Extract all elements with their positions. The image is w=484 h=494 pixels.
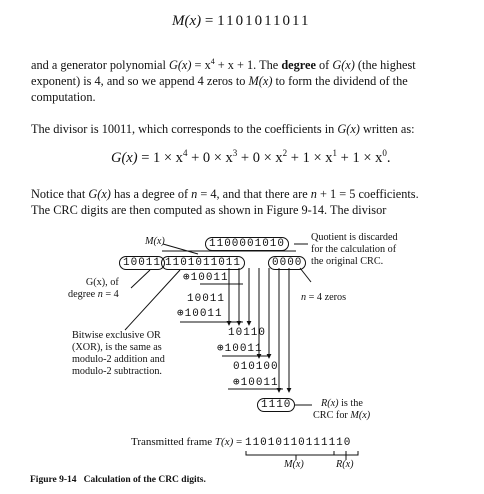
- exponent: 0: [382, 148, 387, 158]
- frame-message-bits: 1101011011: [244, 437, 321, 449]
- mx-label: M(x): [145, 236, 165, 247]
- text-run: The divisor is 10011, which corresponds to the coefficients in: [31, 122, 338, 136]
- dividend-box: 1101011011: [161, 256, 245, 270]
- gx-symbol: G(x): [332, 58, 355, 73]
- note-line: the original CRC.: [311, 256, 384, 267]
- note-line: for the calculation of: [311, 244, 397, 255]
- text-run: of: [315, 58, 333, 73]
- zeros-pointer-line: [300, 268, 311, 282]
- note-line: [68, 289, 119, 301]
- text-run: degree: [68, 289, 98, 300]
- remainder-step-2: 10110: [228, 327, 267, 339]
- caption-text: Calculation of the CRC digits.: [83, 475, 206, 485]
- n-symbol: n: [191, 187, 198, 201]
- gx-pointer-line: [131, 270, 150, 288]
- remainder-step-1: 10011: [187, 293, 226, 305]
- note-line: Quotient is discarded: [311, 232, 398, 243]
- text-run: written as:: [359, 122, 415, 136]
- xor-note: [72, 330, 165, 378]
- gx-symbol: G(x): [111, 149, 138, 166]
- quotient-box: 1100001010: [205, 237, 289, 251]
- text-run: G(x), of: [85, 277, 119, 288]
- note-line: Bitwise exclusive OR: [72, 330, 161, 341]
- mx-underbrace: [246, 451, 346, 455]
- xor-step-1: ⊕10011: [183, 272, 229, 284]
- figure-caption: [30, 475, 206, 485]
- text-run: exponent) is 4, and so we append 4 zeros to: [31, 74, 249, 89]
- rx-symbol: R(x): [321, 398, 339, 409]
- equals-sign: =: [233, 436, 245, 448]
- frame-mx-label: M(x): [284, 459, 304, 470]
- text-run: (the highest: [354, 58, 416, 73]
- exponent: 1: [332, 148, 338, 158]
- paragraph-line: computation.: [31, 90, 96, 105]
- mx-symbol: M(x): [248, 74, 273, 89]
- xor-step-2: ⊕10011: [177, 308, 223, 320]
- text-run: = 4, and that there are: [197, 187, 311, 201]
- n-symbol: n: [301, 292, 307, 303]
- xor-step-4: ⊕10011: [233, 377, 279, 389]
- exponent: 4: [210, 57, 215, 66]
- text-run: is the: [338, 398, 363, 409]
- note-line: (XOR), is the same as: [72, 342, 162, 353]
- xor-pointer-line: [125, 270, 180, 330]
- xor-step-3: ⊕10011: [217, 343, 263, 355]
- gx-symbol: G(x): [88, 187, 111, 201]
- frame-crc-bits: 1110: [320, 437, 352, 449]
- text-run: has a degree of: [110, 187, 192, 201]
- poly-term: + 0 × x: [237, 149, 283, 166]
- text-run: = 4: [102, 289, 119, 300]
- poly-term: .: [386, 149, 391, 166]
- divisor-box: 10011: [119, 256, 165, 270]
- n-symbol: n: [97, 289, 103, 300]
- note-line: modulo-2 subtraction.: [72, 366, 162, 377]
- gx-symbol: G(x): [337, 122, 360, 136]
- appended-zeros-box: 0000: [268, 256, 306, 270]
- n-symbol: n: [310, 187, 317, 201]
- note-line: [68, 277, 119, 289]
- poly-term: + 0 × x: [187, 149, 233, 166]
- text-run: Notice that: [31, 187, 89, 201]
- exponent: 2: [282, 148, 288, 158]
- tx-symbol: T(x): [214, 436, 234, 448]
- remainder-step-3: 010100: [233, 361, 279, 373]
- mx-symbol: M(x): [172, 13, 202, 29]
- figure-number: Figure 9-14: [30, 475, 77, 485]
- mx-symbol: M(x): [350, 410, 371, 421]
- gx-note: [68, 277, 119, 301]
- poly-term: = 1 × x: [137, 149, 183, 166]
- message-bits: 1101011011: [217, 13, 311, 29]
- zeros-note: [301, 292, 346, 304]
- note-line: [313, 398, 370, 410]
- poly-term: + 1 × x: [337, 149, 383, 166]
- paragraph-line: The CRC digits are then computed as shown in Figure 9-14. The divisor: [31, 203, 387, 217]
- equals-sign: =: [201, 13, 218, 29]
- transmitted-frame: [131, 436, 351, 449]
- frame-label: Transmitted frame: [131, 436, 215, 448]
- crc-remainder-box: 1110: [257, 398, 295, 412]
- poly-term: + 1 × x: [287, 149, 333, 166]
- text-run: + x + 1. The: [214, 58, 282, 73]
- quotient-note: [311, 232, 398, 268]
- exponent: 3: [232, 148, 238, 158]
- text-run: = x: [191, 58, 211, 73]
- note-line: [313, 410, 370, 422]
- text-run: to form the dividend of the: [272, 74, 408, 89]
- mx-pointer-line: [163, 244, 198, 254]
- text-run: CRC for: [313, 410, 351, 421]
- text-run: + 1 = 5 coefficients.: [316, 187, 419, 201]
- frame-rx-label: R(x): [336, 459, 354, 470]
- rx-note: [313, 398, 370, 422]
- gx-symbol: G(x): [168, 58, 192, 73]
- degree-term: degree: [281, 58, 316, 73]
- exponent: 4: [182, 148, 188, 158]
- text-run: and a generator polynomial: [31, 58, 169, 73]
- note-line: modulo-2 addition and: [72, 354, 165, 365]
- text-run: = 4 zeros: [306, 292, 347, 303]
